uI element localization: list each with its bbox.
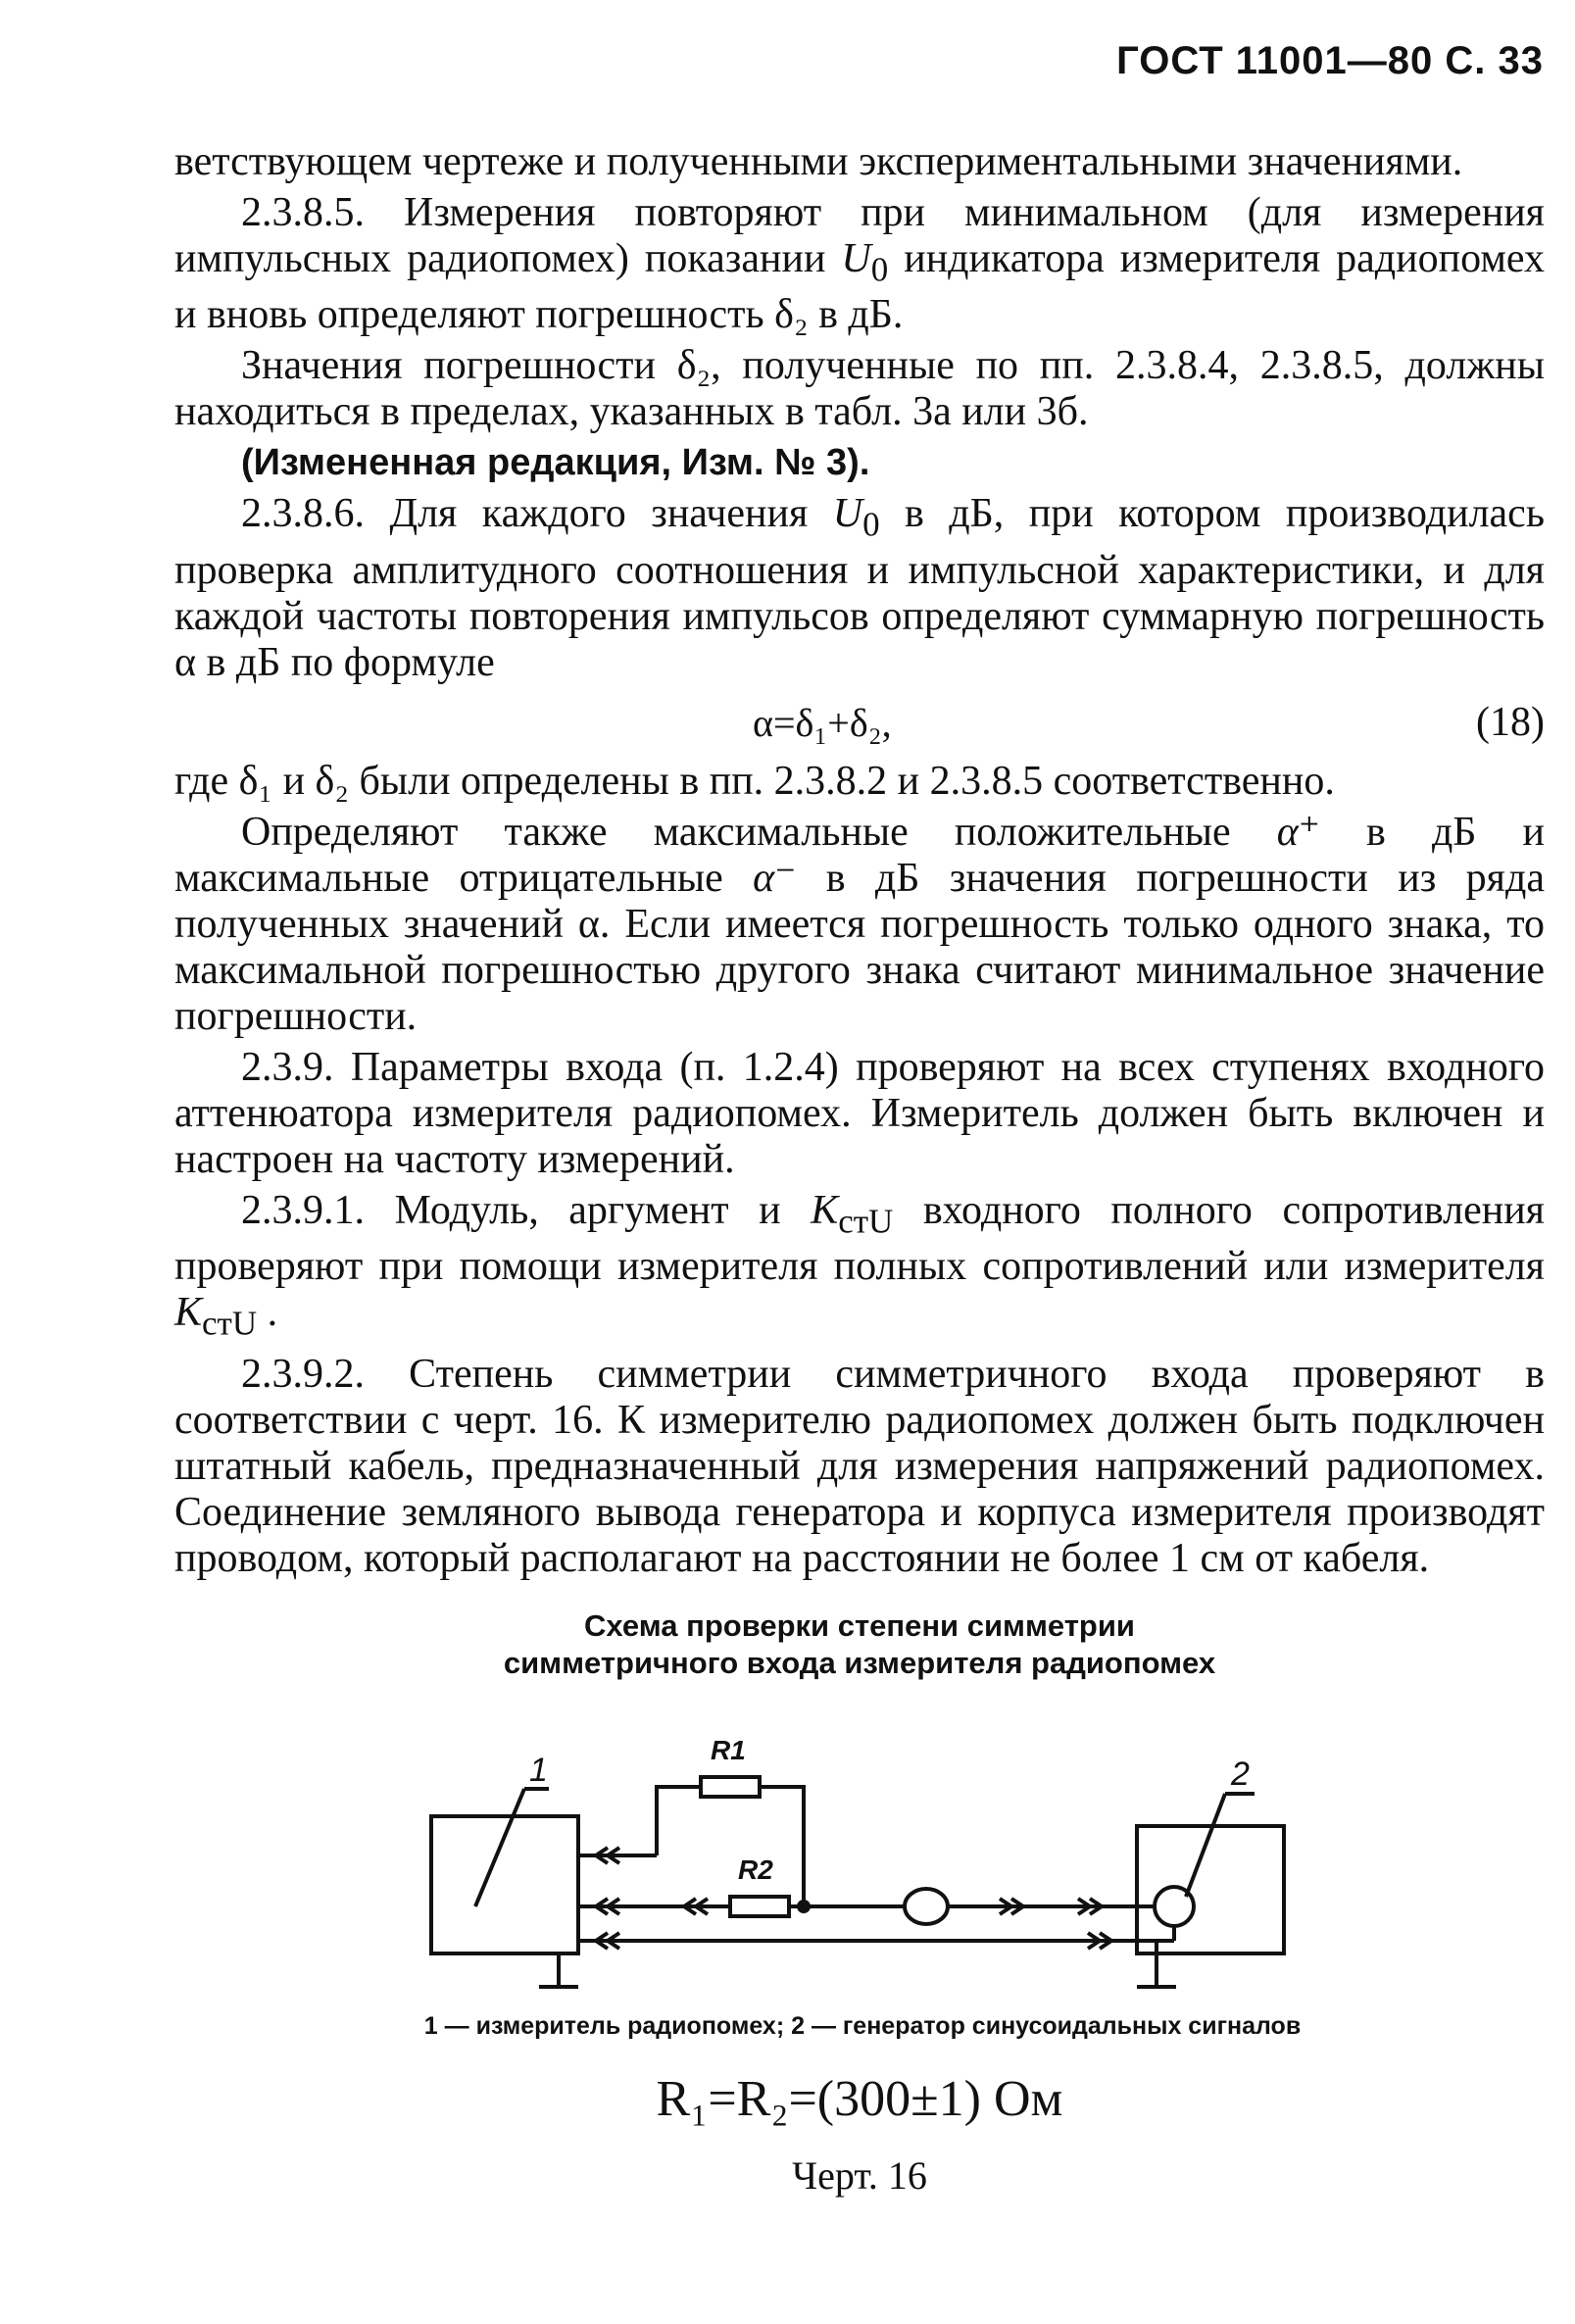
- paragraph-continuation: ветствующем чертеже и полученными экспериментальными значениями.: [174, 139, 1463, 184]
- figure-caption: [174, 1607, 1545, 1682]
- formula-number: (18): [1476, 699, 1545, 745]
- figure-caption-line-1: Схема проверки степени симметрии: [584, 1608, 1135, 1643]
- amendment-note: (Измененная редакция, Изм. № 3).: [241, 442, 870, 484]
- label-1: 1: [529, 1752, 548, 1789]
- resistor-r1: [701, 1777, 760, 1797]
- paragraph-error-values: Значения погрешности δ₂, полученные по пп. 2.3.8.4, 2.3.8.5, должны находиться в пределах, указанных в табл. 3а или 3б.: [174, 343, 1545, 435]
- figure-title: Черт. 16: [792, 2153, 927, 2198]
- label-1-leader: [475, 1789, 524, 1906]
- generator-output-circle: [1155, 1887, 1194, 1926]
- label-2: 2: [1231, 1755, 1250, 1793]
- paragraph-2-3-9: 2.3.9. Параметры входа (п. 1.2.4) проверяют на всех ступенях входного аттенюатора измерителя радиопомех. Измеритель должен быть включен и настроен на частоту измерений.: [174, 1044, 1545, 1182]
- generator-box: [1137, 1826, 1284, 1953]
- label-r2: R2: [738, 1854, 773, 1885]
- figure-legend: 1 — измеритель радиопомех; 2 — генератор синусоидальных сигналов: [423, 2012, 1302, 2040]
- circuit-diagram: [412, 1701, 1333, 1995]
- paragraph-2-3-8-5: 2.3.8.5. Измерения повторяют при минимальном (для измерения импульсных радиопомех) показании $U_0$ индикатора измерителя радиопомех и вновь определяют погрешность δ₂ в дБ.: [174, 190, 1545, 338]
- resistor-r2: [730, 1897, 789, 1916]
- paragraph-max-errors: Определяют также максимальные положительные α⁺ в дБ и максимальные отрицательные α⁻ в дБ значения погрешности из ряда полученных значений α. Если имеется погрешность только одного знака, то максимальной погрешностью другого знака считают минимальное значение погрешности.: [174, 809, 1545, 1039]
- paragraph-2-3-8-6: 2.3.8.6. Для каждого значения $U_0$ в дБ, при котором производилась проверка амплитудного соотношения и импульсной характеристики, и для каждой частоты повторения импульсов определяют суммарную погрешность α в дБ по формуле: [174, 491, 1545, 685]
- paragraph-2-3-9-1: 2.3.9.1. Модуль, аргумент и $K_{стU}$ входного полного сопротивления проверяют при помощи измерителя полных сопротивлений или измерителя $K_{стU}$ .: [174, 1187, 1545, 1343]
- resistor-equation: R₁=R₂=(300±1) Ом: [656, 2071, 1063, 2127]
- page-header: ГОСТ 11001—80 С. 33: [1116, 39, 1544, 82]
- paragraph-2-3-9-2: 2.3.9.2. Степень симметрии симметричного входа проверяют в соответствии с черт. 16. К измерителю радиопомех должен быть подключен штатный кабель, предназначенный для измерения напряжений радиопомех. Соединение земляного вывода генератора и корпуса измерителя производят проводом, который располагают на расстоянии не более 1 см от кабеля.: [174, 1351, 1545, 1581]
- formula-18: [174, 696, 1545, 753]
- label-2-leader: [1186, 1794, 1225, 1897]
- formula-expression: α=δ₁+δ₂,: [753, 700, 892, 745]
- label-r1: R1: [711, 1735, 746, 1765]
- figure-caption-line-2: симметричного входа измерителя радиопомех: [503, 1646, 1216, 1680]
- body-text: [174, 139, 1545, 1587]
- paragraph-formula-explanation: где δ₁ и δ₂ были определены в пп. 2.3.8.2 и 2.3.8.5 соответственно.: [174, 758, 1335, 804]
- coaxial-connector: [905, 1889, 948, 1924]
